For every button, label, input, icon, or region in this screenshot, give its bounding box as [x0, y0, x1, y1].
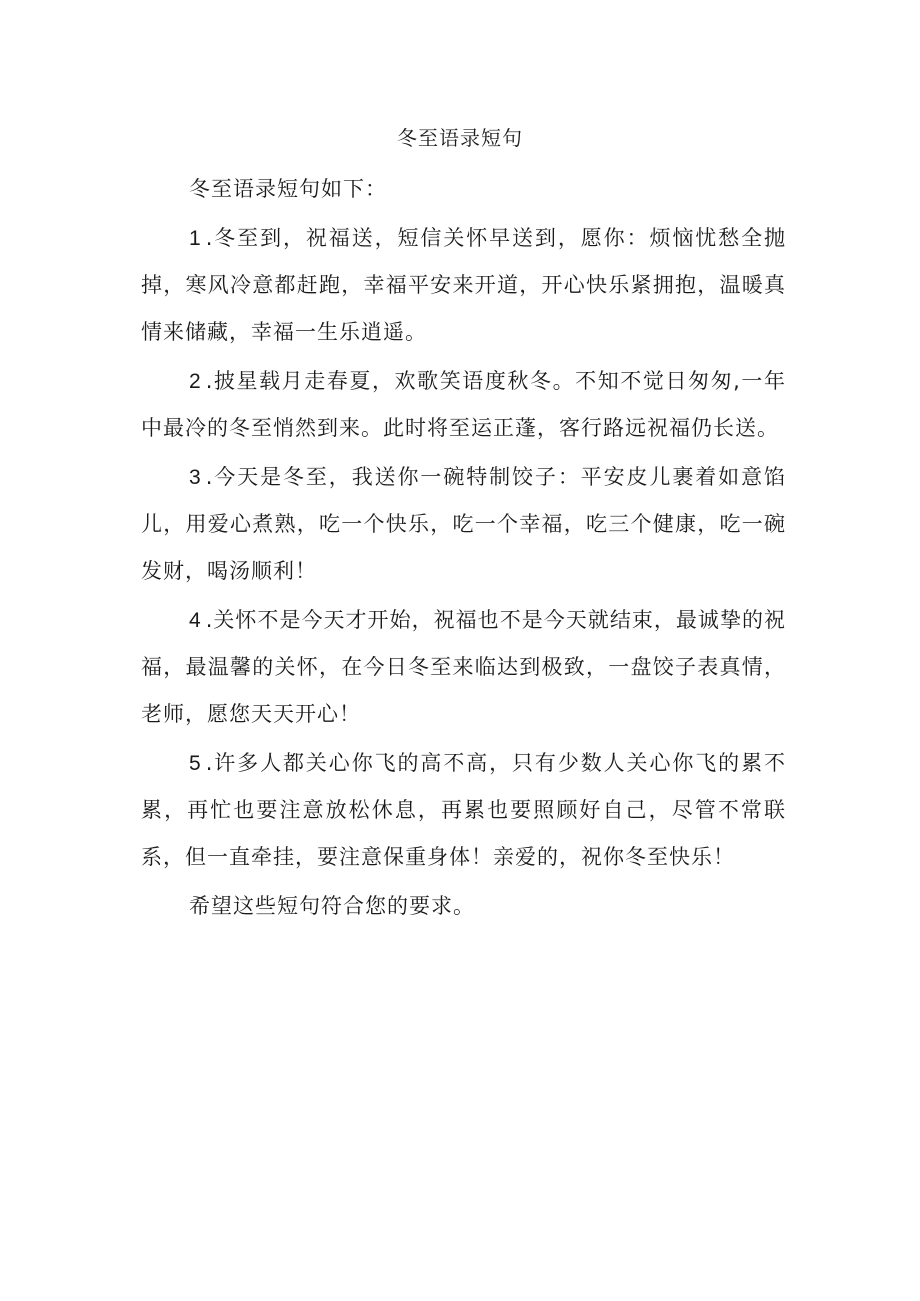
quote-item-1	[141, 215, 786, 356]
quote-number: 5	[189, 752, 202, 775]
quote-text: .冬至到，祝福送，短信关怀早送到，愿你：烦恼忧愁全抛掉，寒风冷意都赶跑，幸福平安来开道，开心快乐紧拥抱，温暖真情来储藏，幸福一生乐逍遥。	[141, 226, 786, 344]
quote-number: 1	[189, 227, 202, 250]
quote-text: .披星载月走春夏，欢歌笑语度秋冬。不知不觉日匆匆,一年中最冷的冬至悄然到来。此时将至运正蓬，客行路远祝福仍长送。	[141, 369, 786, 440]
intro-paragraph: 冬至语录短句如下：	[189, 177, 387, 201]
quote-number: 4	[189, 609, 202, 632]
closing-paragraph: 希望这些短句符合您的要求。	[189, 894, 475, 918]
quote-item-5	[141, 740, 786, 881]
document-body	[141, 166, 786, 932]
quote-item-3	[141, 454, 786, 595]
quote-item-2	[141, 358, 786, 452]
quote-item-4	[141, 597, 786, 738]
quote-number: 3	[189, 466, 202, 489]
quote-text: .关怀不是今天才开始，祝福也不是今天就结束，最诚挚的祝福，最温馨的关怀，在今日冬至来临达到极致，一盘饺子表真情，老师，愿您天天开心！	[141, 608, 786, 726]
document-title: 冬至语录短句	[397, 126, 523, 150]
quote-text: .今天是冬至，我送你一碗特制饺子：平安皮儿裹着如意馅儿，用爱心煮熟，吃一个快乐，吃一个幸福，吃三个健康，吃一碗发财，喝汤顺利！	[141, 465, 786, 583]
quote-text: .许多人都关心你飞的高不高，只有少数人关心你飞的累不累，再忙也要注意放松休息，再累也要照顾好自己，尽管不常联系，但一直牵挂，要注意保重身体！亲爱的，祝你冬至快乐！	[141, 751, 786, 869]
quote-number: 2	[189, 370, 202, 393]
